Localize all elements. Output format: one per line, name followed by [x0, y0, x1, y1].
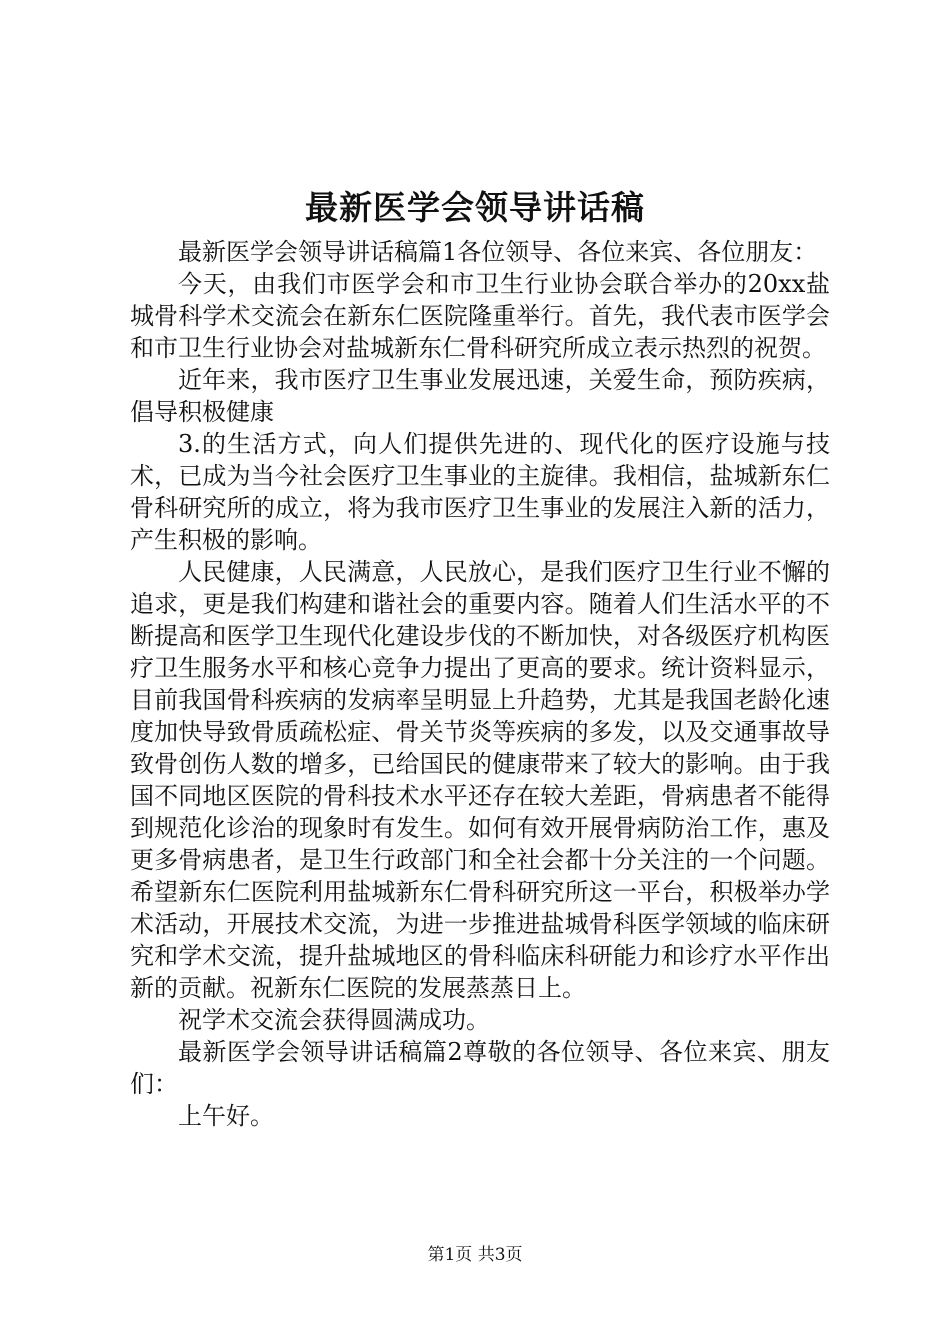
paragraph-4: 3.的生活方式，向人们提供先进的、现代化的医疗设施与技术，已成为当今社会医疗卫生事业的主旋律。我相信，盐城新东仁骨科研究所的成立，将为我市医疗卫生事业的发展注入新的活力，产生积极的影响。	[130, 430, 830, 554]
document-title: 最新医学会领导讲话稿	[305, 188, 645, 227]
paragraph-1: 最新医学会领导讲话稿篇1各位领导、各位来宾、各位朋友：	[178, 238, 818, 266]
page-number-footer: 第1页 共3页	[427, 1245, 523, 1265]
paragraph-7: 最新医学会领导讲话稿篇2尊敬的各位领导、各位来宾、朋友们：	[130, 1038, 830, 1098]
paragraph-6: 祝学术交流会获得圆满成功。	[178, 1006, 490, 1034]
paragraph-2: 今天，由我们市医学会和市卫生行业协会联合举办的20xx盐城骨科学术交流会在新东仁医院隆重举行。首先，我代表市医学会和市卫生行业协会对盐城新东仁骨科研究所成立表示热烈的祝贺。	[130, 270, 830, 362]
paragraph-3: 近年来，我市医疗卫生事业发展迅速，关爱生命，预防疾病，倡导积极健康	[130, 366, 830, 426]
paragraph-5: 人民健康，人民满意，人民放心，是我们医疗卫生行业不懈的追求，更是我们构建和谐社会的重要内容。随着人们生活水平的不断提高和医学卫生现代化建设步伐的不断加快，对各级医疗机构医疗卫生服务水平和核心竞争力提出了更高的要求。统计资料显示，目前我国骨科疾病的发病率呈明显上升趋势，尤其是我国老龄化速度加快导致骨质疏松症、骨关节炎等疾病的多发，以及交通事故导致骨创伤人数的增多，已给国民的健康带来了较大的影响。由于我国不同地区医院的骨科技术水平还存在较大差距，骨病患者不能得到规范化诊治的现象时有发生。如何有效开展骨病防治工作，惠及更多骨病患者，是卫生行政部门和全社会都十分关注的一个问题。希望新东仁医院利用盐城新东仁骨科研究所这一平台，积极举办学术活动，开展技术交流，为进一步推进盐城骨科医学领域的临床研究和学术交流，提升盐城地区的骨科临床科研能力和诊疗水平作出新的贡献。祝新东仁医院的发展蒸蒸日上。	[130, 558, 830, 1002]
document-body	[130, 236, 830, 1132]
paragraph-8: 上午好。	[178, 1102, 274, 1130]
